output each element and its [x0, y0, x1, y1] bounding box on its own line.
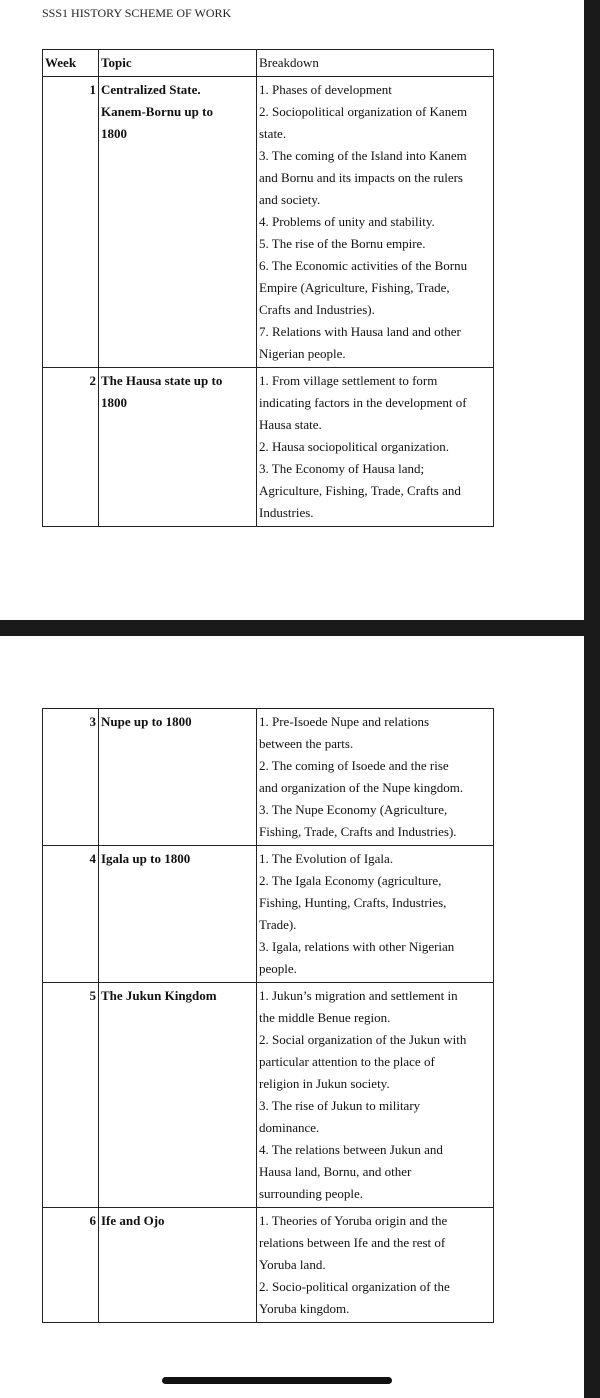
screen-edge: [584, 0, 600, 1398]
breakdown-line: Agriculture, Fishing, Trade, Crafts and: [259, 483, 461, 498]
table-row: [43, 1208, 494, 1323]
breakdown-line: 1. Jukun’s migration and settlement in: [259, 988, 458, 1003]
breakdown-cell: [257, 1208, 494, 1323]
breakdown-line: people.: [259, 961, 297, 976]
breakdown-line: Fishing, Trade, Crafts and Industries).: [259, 824, 457, 839]
breakdown-line: 3. The coming of the Island into Kanem: [259, 148, 467, 163]
topic-line: The Hausa state up to: [101, 373, 223, 388]
breakdown-line: 1. Phases of development: [259, 82, 392, 97]
breakdown-line: 7. Relations with Hausa land and other: [259, 324, 461, 339]
home-indicator[interactable]: [162, 1377, 392, 1384]
breakdown-cell: [257, 983, 494, 1208]
breakdown-line: the middle Benue region.: [259, 1010, 391, 1025]
breakdown-line: Yoruba land.: [259, 1257, 326, 1272]
document-page-1: [0, 0, 584, 620]
breakdown-line: state.: [259, 126, 287, 141]
breakdown-line: 3. The Economy of Hausa land;: [259, 461, 425, 476]
topic-line: The Jukun Kingdom: [101, 988, 217, 1003]
header-breakdown: Breakdown: [257, 50, 494, 77]
breakdown-line: religion in Jukun society.: [259, 1076, 390, 1091]
page-divider: [0, 620, 600, 636]
breakdown-cell: [257, 846, 494, 983]
topic-cell: [99, 983, 257, 1208]
breakdown-line: 2. Hausa sociopolitical organization.: [259, 439, 450, 454]
topic-line: Kanem-Bornu up to: [101, 104, 213, 119]
table-header-row: [43, 50, 494, 77]
breakdown-line: 5. The rise of the Bornu empire.: [259, 236, 426, 251]
breakdown-line: Yoruba kingdom.: [259, 1301, 350, 1316]
breakdown-line: 3. The Nupe Economy (Agriculture,: [259, 802, 448, 817]
topic-line: Ife and Ojo: [101, 1213, 165, 1228]
breakdown-line: 1. The Evolution of Igala.: [259, 851, 394, 866]
breakdown-line: dominance.: [259, 1120, 320, 1135]
breakdown-cell: [257, 709, 494, 846]
topic-cell: [99, 77, 257, 368]
week-number: 4: [43, 846, 99, 983]
table-row: [43, 77, 494, 368]
topic-line: Igala up to 1800: [101, 851, 191, 866]
document-page-2: [0, 636, 584, 1398]
breakdown-line: 2. The Igala Economy (agriculture,: [259, 873, 442, 888]
breakdown-line: Nigerian people.: [259, 346, 346, 361]
breakdown-line: 2. The coming of Isoede and the rise: [259, 758, 449, 773]
breakdown-line: Industries.: [259, 505, 314, 520]
scheme-table-part-1: [42, 49, 494, 527]
breakdown-line: and organization of the Nupe kingdom.: [259, 780, 464, 795]
topic-line: Centralized State.: [101, 82, 201, 97]
breakdown-cell: [257, 368, 494, 527]
breakdown-line: Fishing, Hunting, Crafts, Industries,: [259, 895, 447, 910]
breakdown-cell: [257, 77, 494, 368]
breakdown-line: 1. Pre-Isoede Nupe and relations: [259, 714, 430, 729]
breakdown-line: Empire (Agriculture, Fishing, Trade,: [259, 280, 450, 295]
topic-cell: [99, 846, 257, 983]
breakdown-line: 1. Theories of Yoruba origin and the: [259, 1213, 448, 1228]
breakdown-line: 2. Social organization of the Jukun with: [259, 1032, 467, 1047]
week-number: 6: [43, 1208, 99, 1323]
header-topic: Topic: [99, 50, 257, 77]
scheme-table-part-2: [42, 708, 494, 1323]
breakdown-line: between the parts.: [259, 736, 354, 751]
breakdown-line: and society.: [259, 192, 321, 207]
breakdown-line: relations between Ife and the rest of: [259, 1235, 446, 1250]
table-row: [43, 709, 494, 846]
topic-line: 1800: [101, 395, 127, 410]
breakdown-line: Hausa land, Bornu, and other: [259, 1164, 412, 1179]
breakdown-line: 3. Igala, relations with other Nigerian: [259, 939, 455, 954]
breakdown-line: 2. Socio-political organization of the: [259, 1279, 450, 1294]
week-number: 1: [43, 77, 99, 368]
breakdown-line: indicating factors in the development of: [259, 395, 467, 410]
table-row: [43, 846, 494, 983]
breakdown-line: Crafts and Industries).: [259, 302, 375, 317]
breakdown-line: 6. The Economic activities of the Bornu: [259, 258, 468, 273]
breakdown-line: 2. Sociopolitical organization of Kanem: [259, 104, 468, 119]
breakdown-line: 4. The relations between Jukun and: [259, 1142, 443, 1157]
week-number: 2: [43, 368, 99, 527]
topic-line: Nupe up to 1800: [101, 714, 192, 729]
document-title: SSS1 HISTORY SCHEME OF WORK: [42, 6, 232, 20]
topic-cell: [99, 368, 257, 527]
breakdown-line: Trade).: [259, 917, 297, 932]
breakdown-line: 1. From village settlement to form: [259, 373, 438, 388]
week-number: 3: [43, 709, 99, 846]
breakdown-line: and Bornu and its impacts on the rulers: [259, 170, 463, 185]
table-row: [43, 983, 494, 1208]
table-row: [43, 368, 494, 527]
week-number: 5: [43, 983, 99, 1208]
header-week: Week: [43, 50, 99, 77]
topic-cell: [99, 1208, 257, 1323]
topic-cell: [99, 709, 257, 846]
breakdown-line: 3. The rise of Jukun to military: [259, 1098, 421, 1113]
breakdown-line: particular attention to the place of: [259, 1054, 435, 1069]
topic-line: 1800: [101, 126, 127, 141]
breakdown-line: Hausa state.: [259, 417, 322, 432]
breakdown-line: 4. Problems of unity and stability.: [259, 214, 435, 229]
breakdown-line: surrounding people.: [259, 1186, 363, 1201]
